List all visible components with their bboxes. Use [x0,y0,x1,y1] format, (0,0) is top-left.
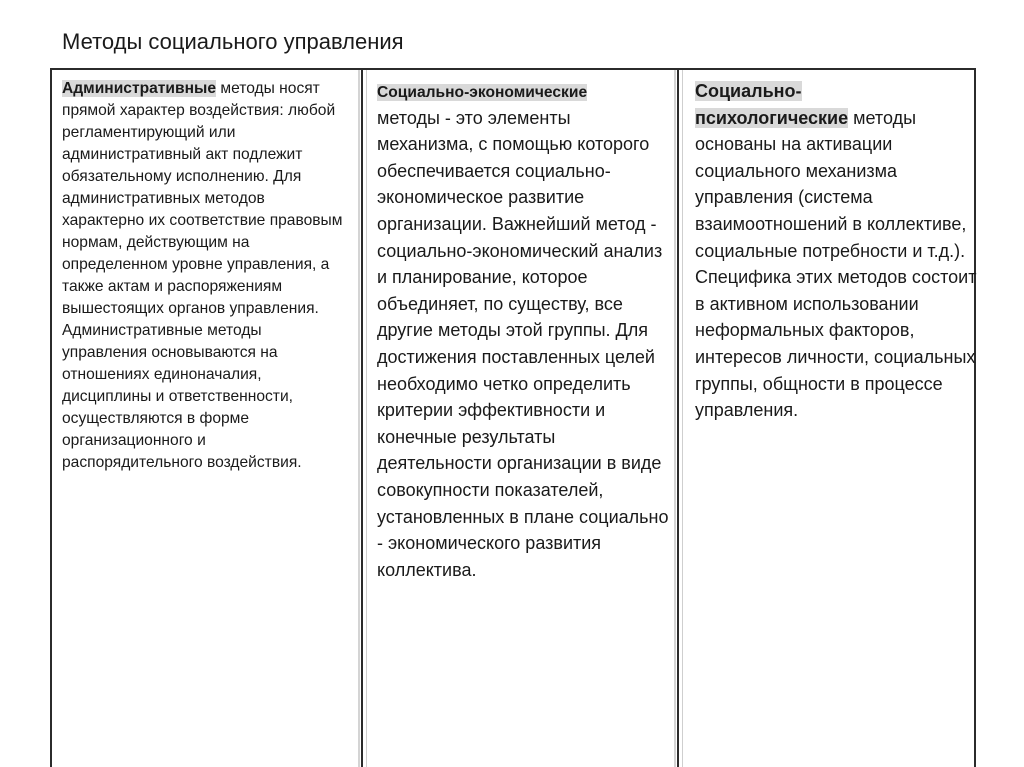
column-administrative-heading: Административные [62,80,217,97]
column-socio-psychological-text: методы основаны на активации социального механизма управления (система взаимоотношений в коллективе, социальные потребности и т.д.). Специфика этих методов состоит в активном использовании неформальных факторов, интересов личности, социальных группы, общности в процессе управления. [695,107,977,421]
column-socio-psychological-content [693,78,977,424]
column-administrative-text: методы носят прямой характер воздействия: любой регламентирующий или административный акт подлежит обязательному исполнению. Для административных методов характерно их соответствие правовым нормам, действующим на определенном уровне управления, а также актам и распоряжениям вышестоящих органов управления. Административные методы управления основываются на отношениях единоначалия, дисциплины и ответственности, осуществляются в форме организационного и распорядительного воздействия. [62,80,343,471]
column-socio-economic-text: методы - это элементы механизма, с помощью которого обеспечивается социально-экономическое развитие организации. Важнейший метод - социально-экономический анализ и планирование, которое объединяет, по существу, все другие методы этой группы. Для достижения поставленных целей необходимо четко определить критерии эффективности и конечные результаты деятельности организации в виде совокупности показателей, установленных в плане социально - экономического развития коллектива. [377,107,669,580]
methods-table [50,68,976,767]
column-socio-economic-content [377,78,669,583]
column-socio-economic [366,70,676,767]
column-socio-psychological-heading-line2: психологические [695,107,849,128]
column-socio-psychological [682,70,987,767]
column-administrative-content [62,78,348,474]
column-administrative [52,70,360,767]
column-socio-psychological-heading-line1: Социально- [695,81,802,101]
column-socio-economic-heading: Социально-экономические [377,84,588,101]
page-title: Методы социального управления [62,29,404,54]
